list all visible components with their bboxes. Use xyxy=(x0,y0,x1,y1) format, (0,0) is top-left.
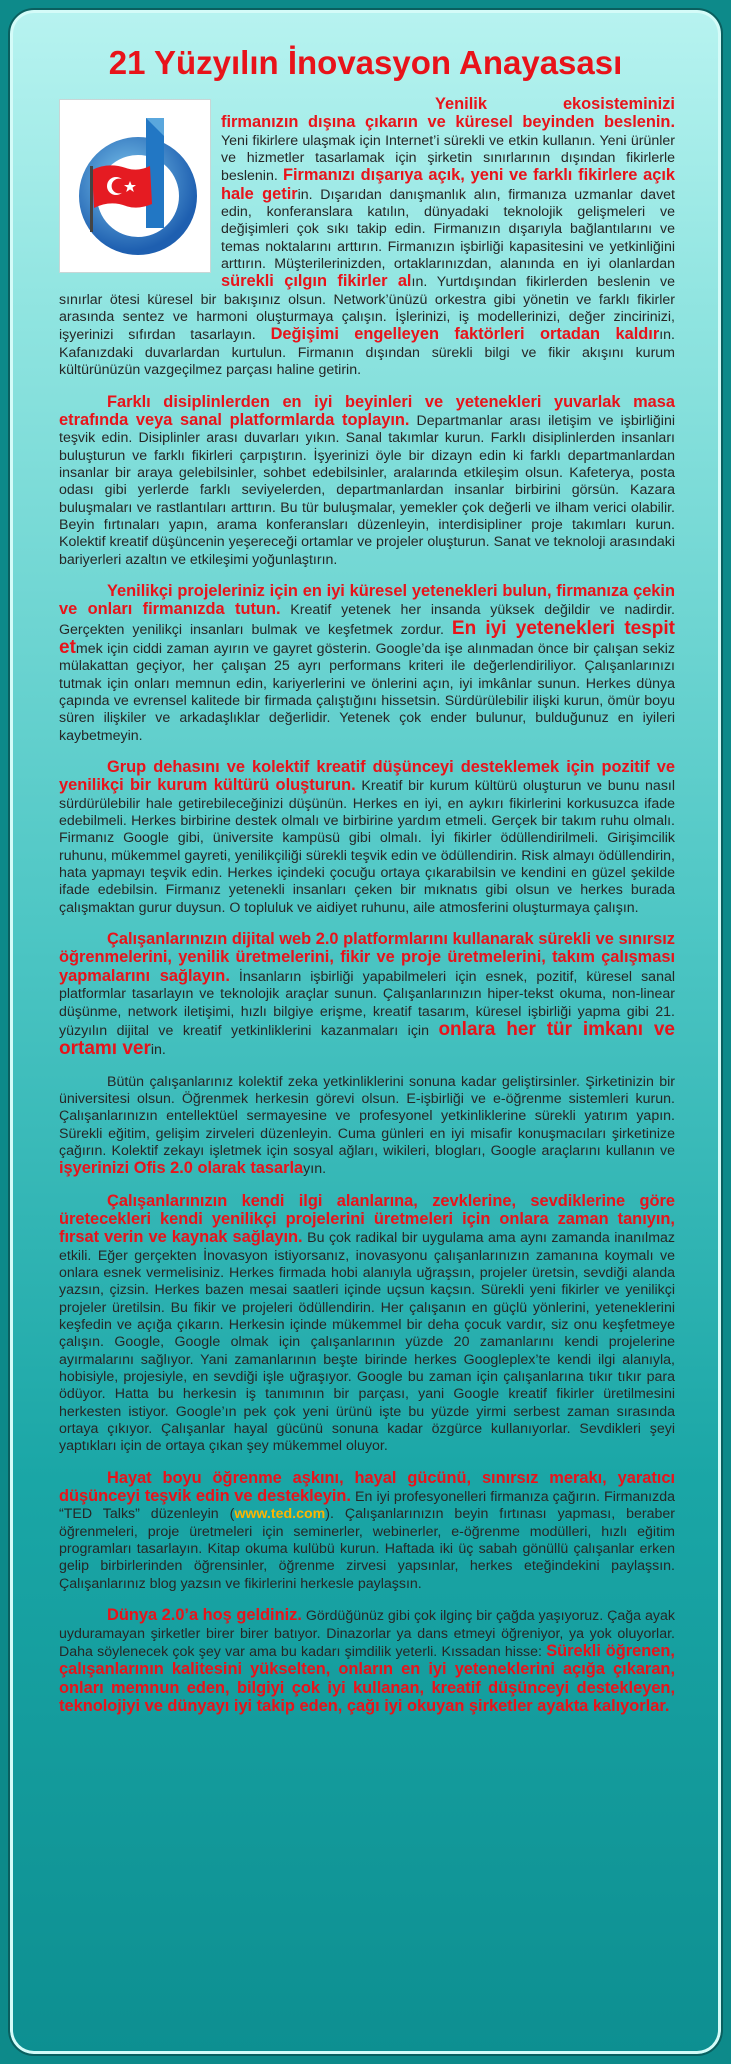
body-text: Kreatif yetenek her insanda yüksek değildir ve nadirdir. Gerçekten yenilikçi insanları bulmak ve keşfetmek zordur. xyxy=(59,602,675,638)
highlight: Sürekli öğrenen, çalışanlarının kalitesini yükselten, onların en iyi yeteneklerini açığa çıkaran, onları memnun eden, bilgiyi çok iyi kullanan, kreatif düşünceyi destekleyen, teknolojiyi ve dünyayı iyi takip eden, çağı iyi okuyan şirketler ayakta kalıyorlar. xyxy=(59,1641,675,1715)
headline: Çalışanlarınızın dijital web 2.0 platformlarını kullanarak sürekli ve sınırsız öğrenmelerini, yenilik üretmelerini, fikir ve proje üretmelerini, takım çalışması yapmalarını sağlayın. xyxy=(59,930,675,985)
body-text: ). Çalışanlarınızın beyin fırtınası yapması, beraber öğrenmeleri, proje üretmeleri için seminerler, webinerler, e-öğrenme modülleri, hızlı eğitim programları tasarlayın. Kitap okuma kulübü kurun. Haftada iki üç sabah gönüllü çalışanlar erken gelip birbirlerinden öğrensinler, öğrenme zirvesi yapsınlar, herkes eteğindekini paylaşsın. Çalışanlarınız blog yazsın ve fikirlerini herkesle paylaşsın. xyxy=(59,1506,675,1592)
body-text: Bütün çalışanlarınız kolektif zeka yetkinliklerini sonuna kadar geliştirsinler. Şirketinizin bir üniversitesi olsun. Öğrenmek herkesin görevi olsun. E-işbirliği ve e-öğrenme sistemleri kurun. Çalışanlarınızın entellektüel sermayesine ve profesyonel yetkinliklerine sürekli yatırım yapın. Sürekli eğitim, gelişim zirveleri düzenleyin. Cuma günleri en iyi misafir konuşmacıları şirketinize çağırın. Kolektif zekayı işletmek için sosyal ağları, wikileri, blogları, Google araçlarını kullanın ve xyxy=(59,1073,675,1159)
highlight: sürekli çılgın fikirler al xyxy=(221,272,412,291)
paragraph-1 xyxy=(59,96,675,380)
headline: Farklı disiplinlerden en iyi beyinleri ve yetenekleri yuvarlak masa etrafında veya sanal platformlarda toplayın. xyxy=(59,392,675,429)
paragraph-3 xyxy=(59,583,675,745)
highlight: işyerinizi Ofis 2.0 olarak tasarla xyxy=(59,1159,304,1178)
body-text: ın. Yurtdışından fikirlerden beslenin ve sınırlar ötesi küresel bir bakışınız olsun. Network’ünüzü orkestra gibi yönetin ve farklı fikirler arasında sentez ve harmoni oluşturmaya çalışın. İşlerinizi, iş modellerinizi, değer zincirinizi, işyerinizi sıfırdan tasarlayın. xyxy=(59,274,675,344)
paragraph-7 xyxy=(59,1193,675,1456)
headline: Dünya 2.0’a hoş geldiniz. xyxy=(107,1606,302,1625)
headline: Çalışanlarınızın kendi ilgi alanlarına, zevklerine, sevdiklerine göre üretecekleri kendi yenilikçi projelerini üretmeleri için onlara zaman tanıyın, fırsat verin ve kaynak sağlayın. xyxy=(59,1191,675,1247)
paragraph-5 xyxy=(59,931,675,1059)
headline: Grup dehasını ve kolektif kreatif düşünceyi desteklemek için pozitif ve yenilikçi bir kurum kültürü oluşturun. xyxy=(59,758,675,795)
body-text: in. Dışarıdan danışmanlık alın, firmanıza uzmanlar davet edin, konferanslara katılın, dünyadaki teknolojik gelişmeleri ve değişimleri çok sıkı takip edin. Firmanızın dışarıyla bağlantılarını ve temas noktalarını arttırın. Firmanızın işbirliği kapasitesini ve yetkinliğini arttırın. Müşterilerinizden, ortaklarınızdan, alanında en iyi olanlardan xyxy=(221,186,675,273)
body-text: İnsanların işbirliği yapabilmeleri için esnek, pozitif, küresel sanal platformlar tasarlayın ve teknolojik araçlar sunun. Çalışanlarınızın hiper-tekst okuma, non-linear düşünme, network iletişimi, hızlı bilgiye erişme, kreatif tasarım, küresel işbirliği yapma gibi 21. yüzyılın dijital ve kreatif yetkinliklerini kazanmaları için xyxy=(59,968,676,1039)
headline: Hayat boyu öğrenme aşkını, hayal gücünü, sınırsız merakı, yaratıcı düşünceyi teşvik edin ve destekleyin. xyxy=(59,1468,675,1506)
body-text: Departmanlar arası iletişim ve işbirliğini teşvik edin. Disiplinler arası duvarları yıkın. Sanal takımlar kurun. Farklı disiplinlerden insanları buluşturun ve farklı fikirleri çarpıştırın. İşyerinizi öyle bir dizayn edin ki farklı departmanlardan insanlar bir araya gelebilsinler, sohbet edebilsinler, aralarında etkileşim olsun. Kafeterya, posta odası gibi yerlerde farklı seviyelerden, departmanlardan insanlar birbirini görsün. Kazara buluşmaları ve rastlantıları arttırın. Bu tür buluşmalar, yemekler çok değerli ve ilham verici olabilir. Beyin fırtınaları yapın, arama konferansları düzenleyin, interdisipliner proje takımları kurun. Kolektif kreatif düşüncenin yeşereceği ortamlar ve projeler oluşturun. Sanat ve teknoloji arasındaki bariyerleri azaltın ve etkileşimi yoğunlaştırın. xyxy=(59,412,675,568)
body-text: yın. xyxy=(303,1161,327,1178)
body-text: ın. Kafanızdaki duvarlardan kurtulun. Firmanın dışından sürekli bilgi ve fikir akışını kurum kültürünüzün vazgeçilmez parçası haline getirin. xyxy=(59,327,675,379)
body-text: Gördüğünüz gibi çok ilginç bir çağda yaşıyoruz. Çağa ayak uyduramayan şirketler birer birer batıyor. Dinazorlar ya dans etmeyi öğreniyor, ya yok oluyorlar. Daha söylenecek çok şey var ama bu kadarı şimdilik yeterli. Kıssadan hisse: xyxy=(59,1608,675,1660)
paragraph-6 xyxy=(59,1074,675,1179)
body-text: mek için ciddi zaman ayırın ve gayret gösterin. Google’da işe alınmadan önce bir çalışan sekiz mülakattan geçiyor, her çalışan 25 ayrı performans kriteri ile değerlendiriliyor. Çalışanlarınızı tutmak için onları memnun edin, kariyerlerini ve önlerini açın, iyi imkânlar sunun. Herkes dünya çapında ve evrensel kalitede bir firmada çalıştığını hissetsin. Sürdürülebilir ilişki kurun, ömür boyu süren ilişkiler ve arkadaşlıklar değerlidir. Yetenek çok ender bulunur, bulduğunuz en iyileri kaybetmeyin. xyxy=(59,640,675,744)
logo xyxy=(59,99,211,273)
headline: Yenilik ekosisteminizi firmanızın dışına çıkarın ve küresel beyinden beslenin. xyxy=(221,95,675,132)
body-text: En iyi profesyonelleri firmanıza çağırın. Firmanızda “TED Talks” düzenleyin ( xyxy=(59,1489,675,1523)
body-text: Yeni fikirlere ulaşmak için Internet’i sürekli ve etkin kullanın. Yeni ürünler ve hizmetler tasarlamak için şirketin sınırlarının dışından fikirlerle beslenin. xyxy=(221,132,675,185)
highlight: En iyi yetenekleri tespit et xyxy=(59,617,676,658)
body-text: Kreatif bir kurum kültürü oluşturun ve bunu nasıl sürdürülebilir hale getirebileceğinizi düşünün. Herkes en iyi, en aykırı fikirlerini korkusuzca ifade edebilmeli. Herkes birbirine destek olmalı ve birbirine yardım etmeli. Gerçek bir takım ruhu olmalı. Firmanız Google gibi, üniversite kampüsü gibi olmalı. İyi fikirler ödüllendirilmeli. Girişimcilik ruhunu, mükemmel gayreti, yenilikçiliği sürekli teşvik edin ve ödüllendirin. Risk almayı ödüllendirin, hata yapmayı teşvik edin. Herkes içindeki çocuğu ortaya çıkarabilsin ve kendini en güzel şekilde ifade edebilsin. Firmanız yetenekli insanları çeken bir mıknatıs gibi olsun ve herkes burada çalışmaktan gurur duysun. O topluluk ve aidiyet ruhunu, aile atmosferini oluşturmaya çalışın. xyxy=(59,778,676,916)
page-frame xyxy=(8,8,723,2056)
paragraph-2 xyxy=(59,394,675,569)
article-body xyxy=(59,96,675,1730)
globe-flag-logo-icon xyxy=(68,108,204,266)
page-title: 21 Yüzyılın İnovasyon Anayasası xyxy=(108,44,623,81)
highlight: Firmanızı dışarıya açık, yeni ve farklı fikirlere açık hale getir xyxy=(221,166,676,203)
highlight: Değişimi engelleyen faktörleri ortadan kaldır xyxy=(270,325,660,344)
headline: Yenilikçi projeleriniz için en iyi küresel yetenekleri bulun, firmanıza çekin ve onları firmanızda tutun. xyxy=(59,581,675,619)
body-text: in. xyxy=(150,1042,166,1059)
paragraph-8 xyxy=(59,1470,675,1593)
highlight: onlara her tür imkanı ve ortamı ver xyxy=(59,1018,675,1060)
paragraph-4 xyxy=(59,759,675,917)
ted-link[interactable]: www.ted.com xyxy=(234,1506,326,1523)
body-text: Bu çok radikal bir uygulama ama aynı zamanda inanılmaz etkili. Eğer gerçekten İnovasyon istiyorsanız, inovasyonu çalışanlarınızın zamanına koymalı ve onlara esnek vermelisiniz. Herkes firmada hobi alanıyla uğraşsın, projeler üretsin, sevdiği alanda yazsın, çizsin. Herkes bazen mesai saatleri içinde uçsun kaçsın. Sürekli yeni fikirler ve yenilikçi projeler üretilsin. Bu fikir ve projeleri ödüllendirin. Her çalışanın en güçlü yönlerini, yeteneklerini keşfedin ve açığa çıkarın. Herkesin içinde mükemmel bir deha çocuk vardır, siz onu keşfetmeye çalışın. Google, Google olmak için çalışanlarının yüzde 20 zamanlarını kendi projelerine ayırmalarını sağlıyor. Yani zamanlarının beşte birinde herkes Googleplex’te kendi ilgi alanıyla, hobisiyle, projesiyle, en sevdiği işle uğraşıyor. Google bu zaman için çalışanlarına tıkır tıkır para ödüyor. Hatta bu herkesin iş tanımının bir parçası, yani Google kreatif fikirler üretilmesini herkesten istiyor. Google’ın pek çok yeni ürünü işte bu yüzde yirmi serbest zaman sırasında ortaya çıkıyor. Çalışanlar hayal gücünü sonuna kadar özgürce kullanıyorlar. Sevdikleri şeyi yaptıkları için de ortaya çıkan şey mükemmel oluyor. xyxy=(59,1230,675,1455)
paragraph-9 xyxy=(59,1607,675,1716)
